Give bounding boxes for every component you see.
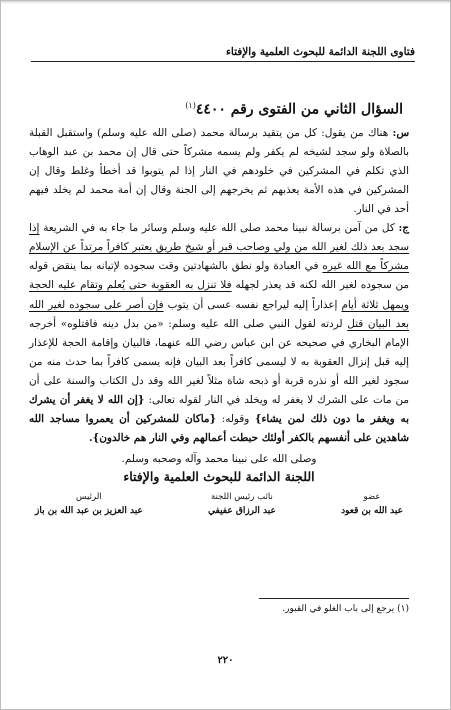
answer-part-7: لردته لقول النبي صلى الله عليه وسلم: «من بدل دينه فاقتلوه» — [60, 317, 343, 330]
answer-part-2-underlined: إذا سجد بعد ذلك لغير الله من ولي وصاحب قبر أو شيخ طريق يعتبر كافراً مرتداً عن الإسلام مشركاً مع الله غيره — [29, 222, 409, 273]
answer-lead: ج: — [398, 222, 409, 235]
signatory-member — [341, 490, 403, 518]
committee-title: اللجنة الدائمة للبحوث العلمية والإفتاء — [123, 469, 315, 485]
footnote: (١) يرجع إلى باب الغلو في القبور. — [282, 604, 409, 614]
answer-part-5: إعذاراً إليه ليراجع نفسه عسى أن يتوب — [167, 298, 338, 311]
signatory-role: نائب رئيس اللجنة — [210, 492, 273, 503]
page-number: ٢٢٠ — [217, 655, 234, 666]
footnote-marker: (١) — [185, 101, 196, 110]
closing-line: وصلى الله على نبينا محمد وآله وصحبه وسلم. — [121, 453, 317, 466]
quran-verse-1: {إن الله لا يغفر أن يشرك به ويغفر ما دون ذلك لمن يشاء} — [29, 393, 409, 426]
verse-join: وقوله: — [221, 413, 250, 426]
signature-block — [29, 490, 409, 518]
signatory-role: عضو — [363, 492, 381, 503]
answer-part-6-underlined: فإن أصر على سجوده لغير الله بعد البيان قتل — [29, 298, 410, 330]
signatory-name: عبد الله بن قعود — [341, 506, 403, 517]
quran-verse-2: {ماكان للمشركين أن يعمروا مساجد الله شاهدين على أنفسهم بالكفر أولئك حبطت أعمالهم وفي النار هم خالدون}. — [29, 413, 409, 445]
answer-part-3: في العبادة ولو نطق بالشهادتين وقت سجوده لإتيانه بما ينقض قوله من سجوده لغير الله لكنه قد يعذر لجهله — [29, 260, 409, 292]
running-header — [31, 45, 415, 62]
question-paragraph — [29, 124, 409, 219]
answer-part-8: أخرجه الإمام البخاري في صحيحه عن ابن عباس رضي الله عنهما، فالبيان وإقامة الحجة للإعذار إليه قبل إنزال العقوبة به لا ليسمى كافراً بعد البيان فإنه يسمى كافراً بما حدث منه من سجود لغير الله أو نذره قربة أو ذبحه شاة مثلاً لغير الله وقد دل الكتاب والسنة على أن من مات على الشرك لا يغفر له ويخلد في النار لقوله تعالى: — [29, 317, 409, 406]
signatory-deputy — [208, 490, 276, 518]
answer-part-4-underlined: فلا تنزل به العقوبة حتى يُعلم وتقام عليه الحجة ويمهل ثلاثة أيام — [29, 279, 409, 311]
footnote-divider — [259, 598, 409, 599]
signatory-name: عبد العزيز بن عبد الله بن باز — [35, 506, 143, 517]
answer-paragraph — [29, 219, 409, 448]
signatory-role: الرئيس — [76, 492, 102, 503]
header-title: فتاوى اللجنة الدائمة للبحوث العلمية والإفتاء — [225, 46, 415, 58]
question-lead: س: — [392, 126, 410, 139]
signatory-name: عبد الرزاق عفيفي — [208, 506, 276, 517]
fatwa-content — [29, 97, 409, 518]
answer-part-1: كل من آمن برسالة نبينا محمد صلى الله عليه وسلم وسائر ما جاء به في الشريعة — [43, 222, 395, 235]
question-text: هناك من يقول: كل من يتقيد برسالة محمد (صلى الله عليه وسلم) واستقبل القبلة بالصلاة ولو سجد لشيخه لم يكفر ولم يسمه مشركاً حتى قال إن محمد بن عبد الوهاب الذي تكلم في المشركين في خلودهم في النار إذا لم يتوبوا قد أخطأ وغلط وقال إن المشركين في هذه الأمة يعذبهم ثم يخرجهم إلى الجنة وقال إن أمة محمد لم يخلد فيهم أحد في النار. — [29, 126, 409, 216]
signatory-chairman — [35, 490, 143, 518]
heading-text: السؤال الثاني من الفتوى رقم ٤٤٠٠ — [195, 101, 403, 118]
question-heading — [29, 97, 403, 119]
